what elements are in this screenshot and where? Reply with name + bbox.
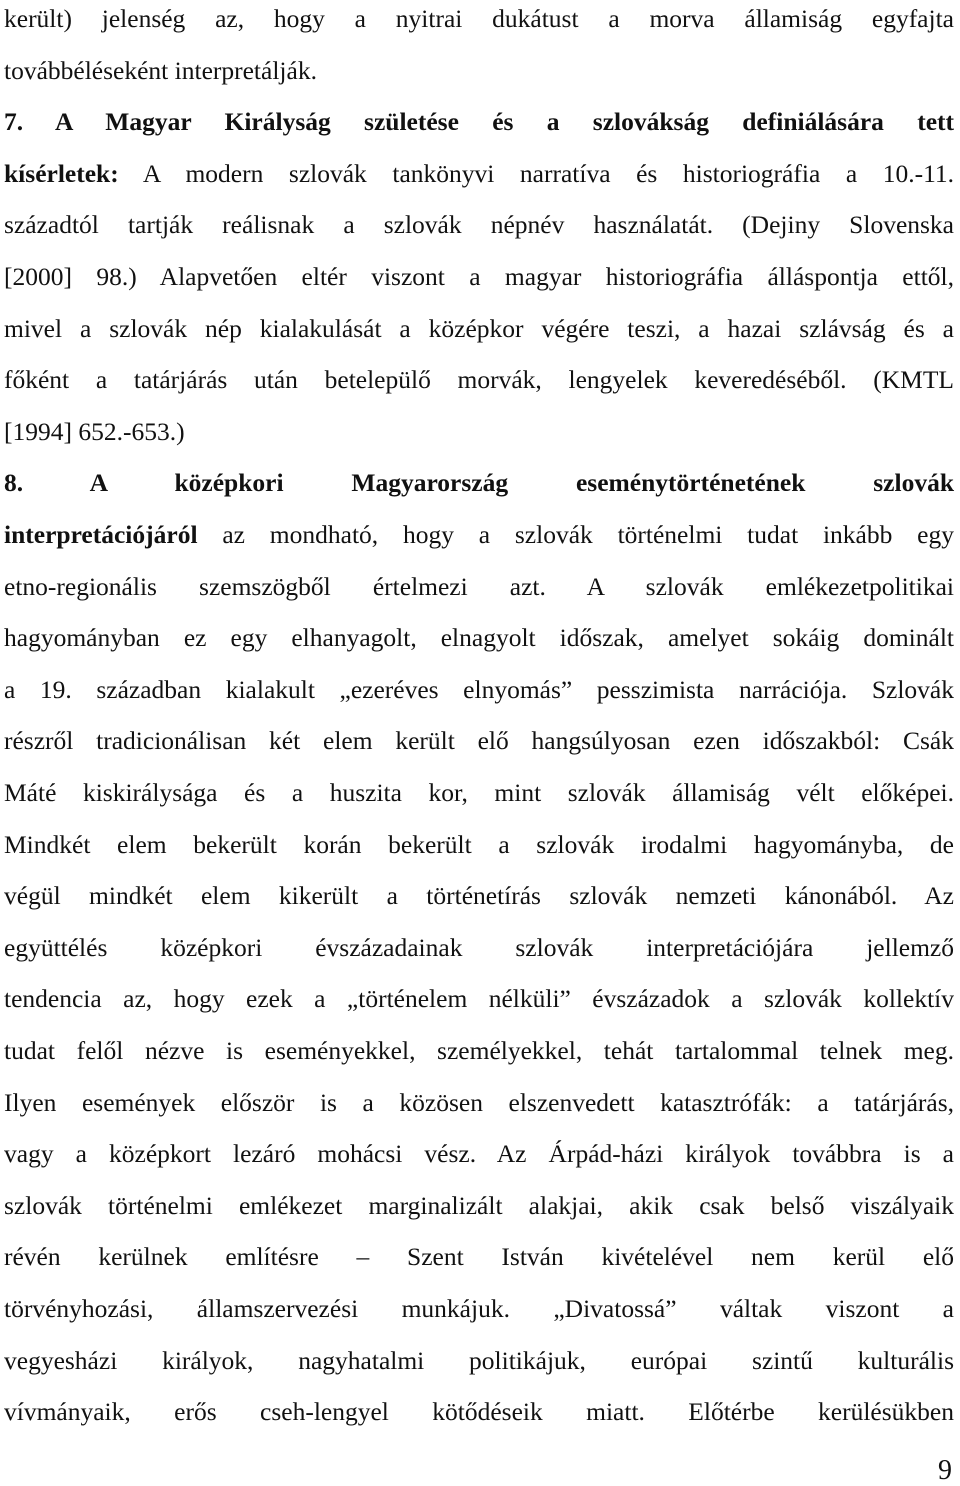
body-text: az mondható, hogy a szlovák történelmi tudat inkább egy bbox=[197, 520, 954, 549]
body-text: végül mindkét elem kikerült a történetírás szlovák nemzeti kánonából. Az bbox=[4, 881, 954, 911]
body-text: vívmányaik, erős cseh-lengyel kötődéseik miatt. Előtérbe kerülésükben bbox=[4, 1397, 954, 1427]
text-line bbox=[4, 984, 954, 1014]
text-line bbox=[4, 675, 954, 705]
text-line bbox=[4, 881, 954, 911]
body-text: Ilyen események először is a közösen elszenvedett katasztrófák: a tatárjárás, bbox=[4, 1087, 954, 1117]
body-text: századtól tartják reálisnak a szlovák népnév használatát. (Dejiny Slovenska bbox=[4, 210, 954, 240]
text-line bbox=[4, 1191, 954, 1221]
heading-text: kísérletek: bbox=[4, 158, 119, 188]
page-number: 9 bbox=[938, 1455, 952, 1486]
heading-text: interpretációjáról bbox=[4, 520, 198, 549]
text-line bbox=[4, 1139, 954, 1169]
text-line bbox=[4, 1294, 954, 1324]
text-line bbox=[4, 210, 954, 240]
text-line bbox=[4, 726, 954, 756]
text-line bbox=[4, 1036, 954, 1066]
text-line bbox=[4, 520, 954, 550]
body-text: vagy a középkort lezáró mohácsi vész. Az Árpád-házi királyok továbbra is a bbox=[4, 1139, 954, 1169]
body-text: törvényhozási, államszervezési munkájuk. „Divatossá” váltak viszont a bbox=[4, 1294, 954, 1323]
body-text: etno-regionális szemszögből értelmezi azt. A szlovák emlékezetpolitikai bbox=[4, 571, 954, 601]
body-text: vegyesházi királyok, nagyhatalmi politikájuk, európai szintű kulturális bbox=[4, 1345, 954, 1375]
body-text: Mindkét elem bekerült korán bekerült a szlovák irodalmi hagyományba, de bbox=[4, 829, 954, 859]
body-text: révén kerülnek említésre – Szent István kivételével nem kerül elő bbox=[4, 1242, 954, 1272]
body-text: [2000] 98.) Alapvetően eltér viszont a magyar historiográfia álláspontja ettől, bbox=[4, 262, 954, 291]
text-line bbox=[4, 1346, 954, 1376]
text-line bbox=[4, 107, 954, 137]
text-line bbox=[4, 262, 954, 292]
body-text: Máté kiskirálysága és a huszita kor, mint szlovák államiság vélt előképei. bbox=[4, 778, 954, 807]
body-text: együttélés középkori évszázadainak szlovák interpretációjára jellemző bbox=[4, 932, 954, 962]
text-line bbox=[4, 4, 954, 34]
body-text: továbbéléseként interpretálják. bbox=[4, 55, 317, 85]
text-line bbox=[4, 417, 954, 447]
body-text: mivel a szlovák nép kialakulását a középkor végére teszi, a hazai szlávság és a bbox=[4, 313, 954, 343]
body-text: hagyományban ez egy elhanyagolt, elnagyolt időszak, amelyet sokáig dominált bbox=[4, 623, 954, 653]
text-line bbox=[4, 830, 954, 860]
text-line bbox=[4, 159, 954, 189]
heading-text: 7. A Magyar Királyság születése és a szlovákság definiálására tett bbox=[4, 107, 954, 137]
text-line bbox=[4, 56, 954, 86]
text-line bbox=[4, 1088, 954, 1118]
text-line bbox=[4, 1397, 954, 1427]
body-text: főként a tatárjárás után betelepülő morvák, lengyelek keveredéséből. (KMTL bbox=[4, 365, 954, 395]
body-text: a 19. században kialakult „ezeréves elnyomás” pesszimista narrációja. Szlovák bbox=[4, 674, 954, 704]
text-line bbox=[4, 572, 954, 602]
body-text: A modern szlovák tankönyvi narratíva és historiográfia a 10.-11. bbox=[118, 158, 954, 188]
text-line bbox=[4, 1242, 954, 1272]
text-line bbox=[4, 623, 954, 653]
text-line bbox=[4, 314, 954, 344]
body-text: tudat felől nézve is eseményekkel, személyekkel, tehát tartalommal telnek meg. bbox=[4, 1036, 954, 1065]
text-line bbox=[4, 778, 954, 808]
text-line bbox=[4, 365, 954, 395]
body-text: tendencia az, hogy ezek a „történelem nélküli” évszázadok a szlovák kollektív bbox=[4, 984, 954, 1014]
body-text: [1994] 652.-653.) bbox=[4, 416, 185, 446]
heading-text: 8. A középkori Magyarország eseménytörténetének szlovák bbox=[4, 468, 954, 498]
body-text: részről tradicionálisan két elem került elő hangsúlyosan ezen időszakból: Csák bbox=[4, 726, 954, 756]
body-text: szlovák történelmi emlékezet marginalizált alakjai, akik csak belső viszályaik bbox=[4, 1190, 954, 1220]
body-text: került) jelenség az, hogy a nyitrai dukátust a morva államiság egyfajta bbox=[4, 4, 954, 33]
text-line bbox=[4, 933, 954, 963]
text-line bbox=[4, 468, 954, 498]
